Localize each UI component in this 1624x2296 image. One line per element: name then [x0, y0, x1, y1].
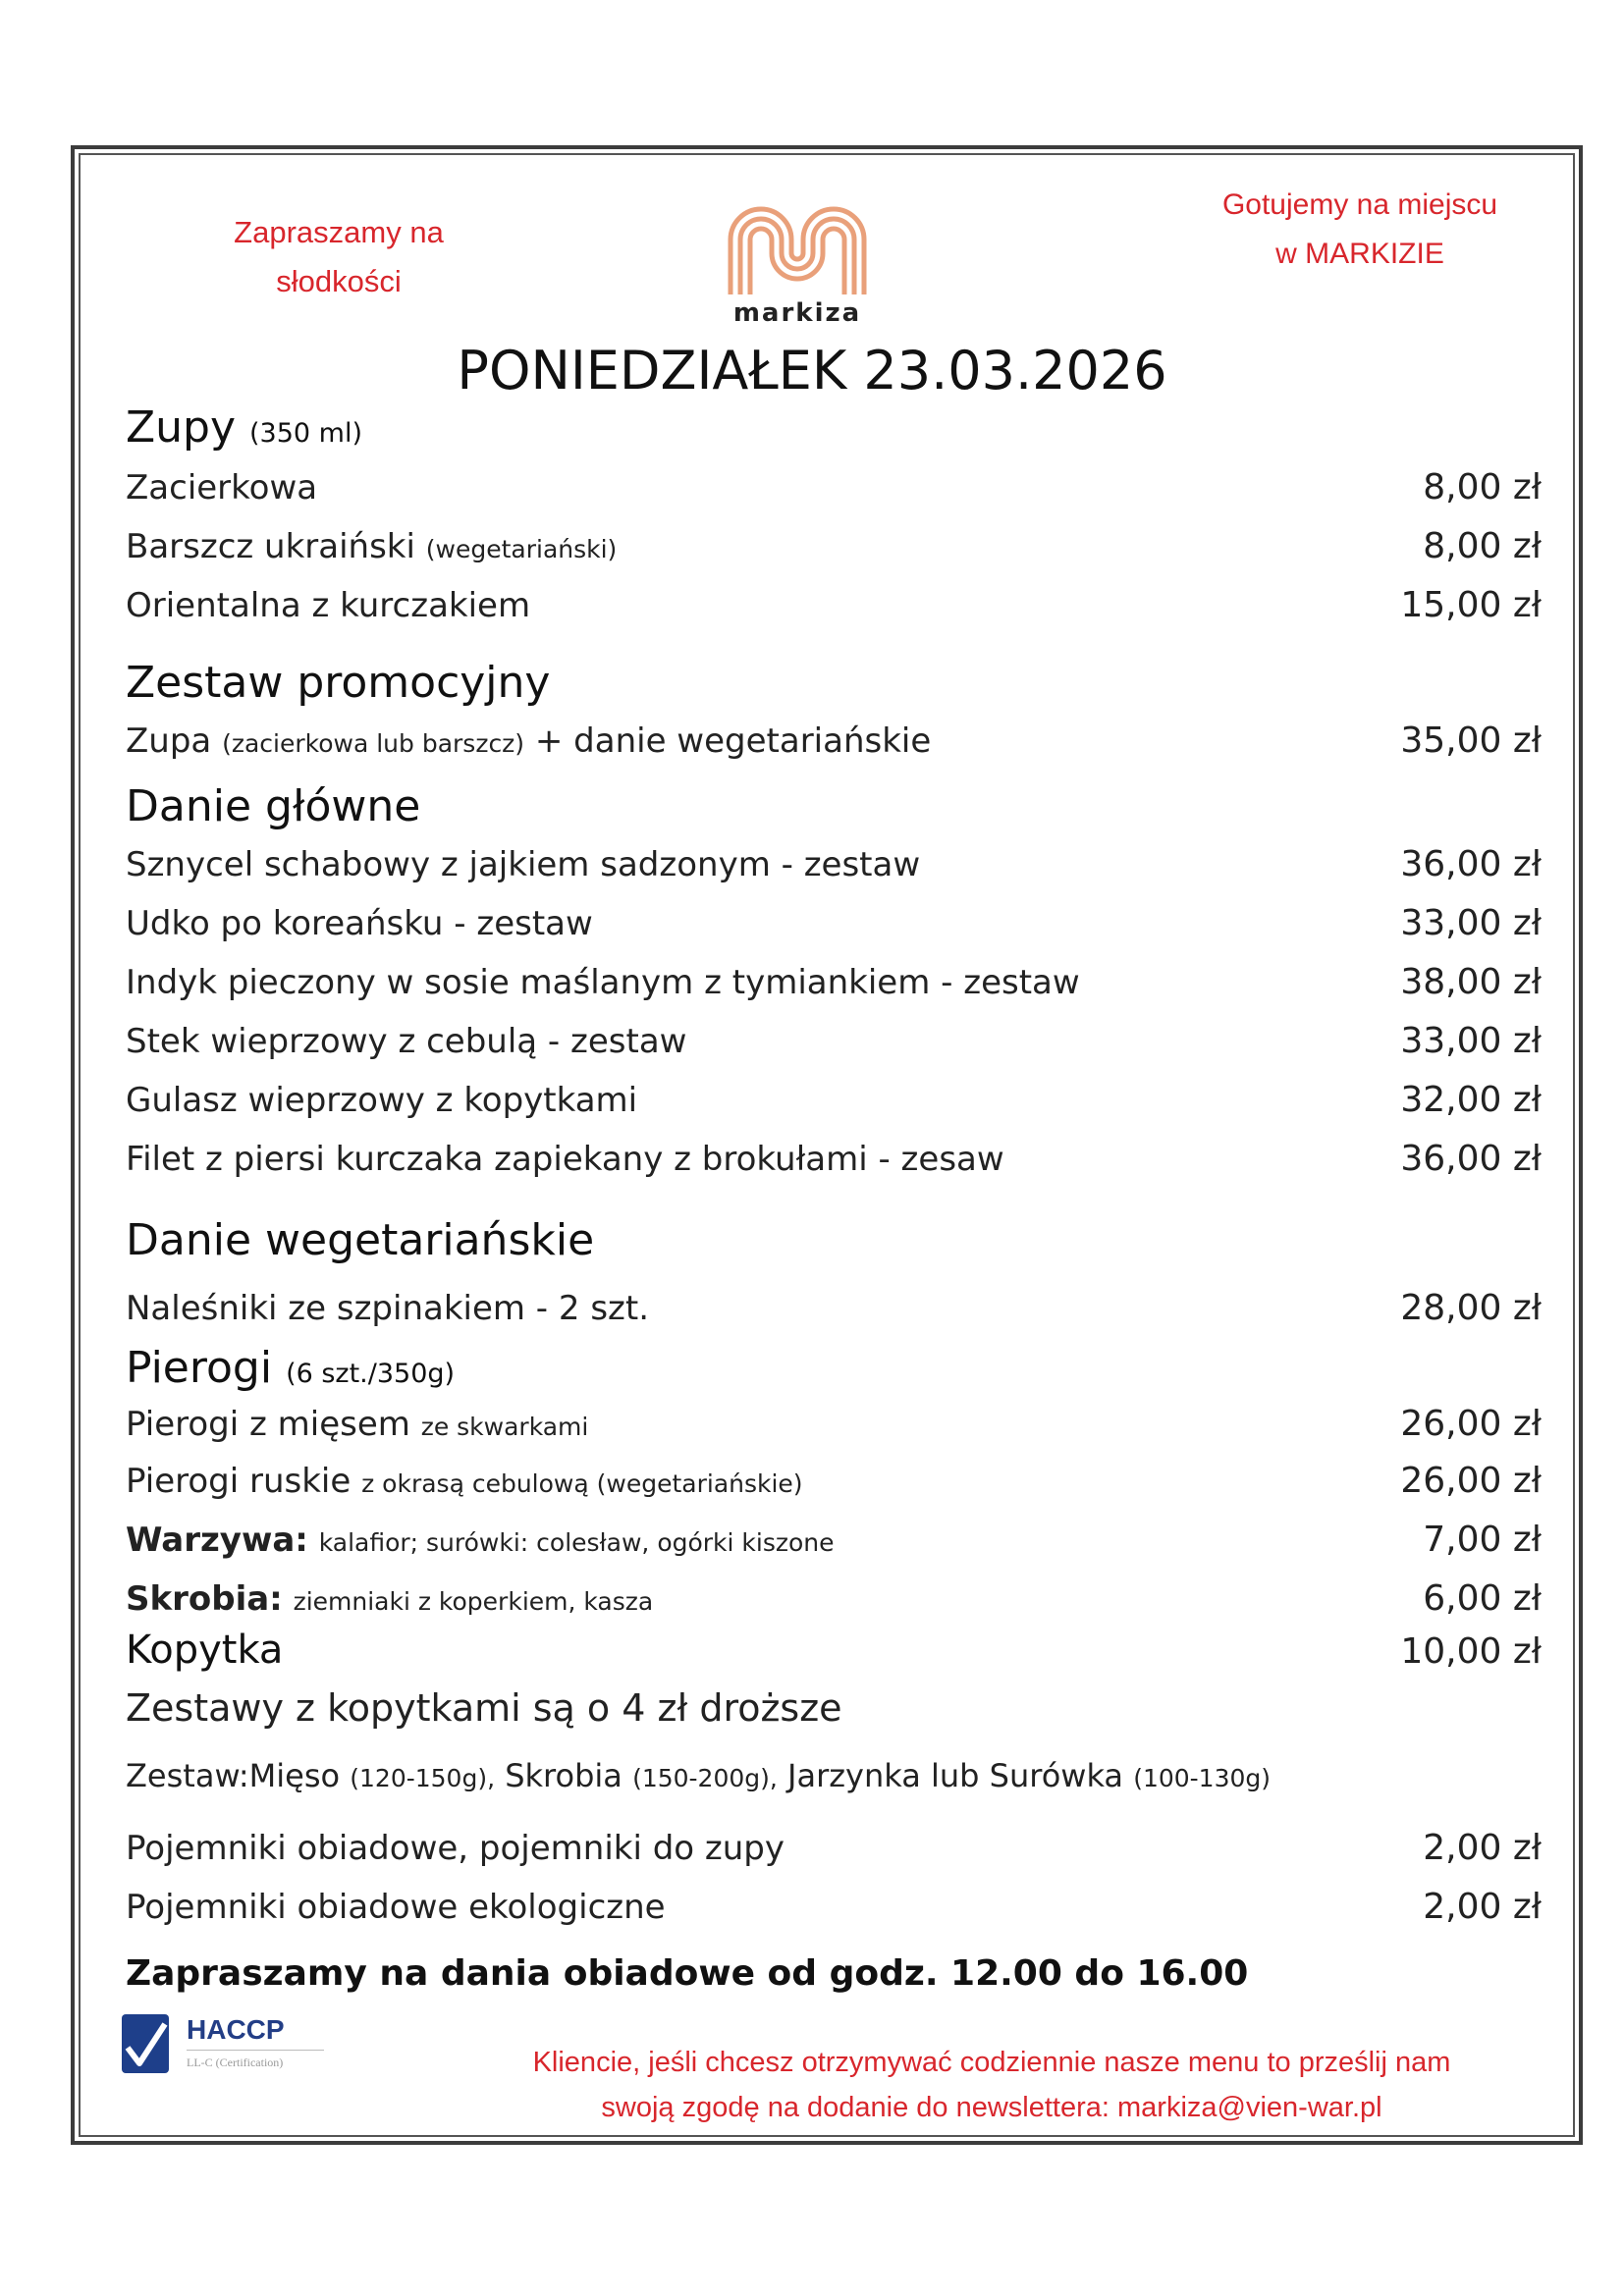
menu-item — [126, 1628, 1542, 1673]
item-price: 32,00 zł — [1400, 1080, 1542, 1120]
section-promo-header — [126, 658, 1542, 708]
set-veg: Jarzynka lub Surówka — [787, 1757, 1124, 1794]
menu-item — [126, 526, 1542, 566]
item-name: Zacierkowa — [126, 468, 318, 507]
item-name: Warzywa: — [126, 1521, 308, 1560]
newsletter-notice — [432, 2040, 1551, 2130]
item-price: 26,00 zł — [1400, 1461, 1542, 1501]
item-name: Pierogi z mięsem — [126, 1405, 410, 1444]
markiza-logo — [709, 192, 886, 330]
item-name: Naleśniki ze szpinakiem - 2 szt. — [126, 1289, 650, 1328]
menu-item — [126, 585, 1542, 625]
item-detail: kalafior; surówki: colesław, ogórki kiszone — [318, 1528, 835, 1557]
item-name: Barszcz ukraiński — [126, 527, 415, 566]
item-price: 36,00 zł — [1400, 1139, 1542, 1179]
item-price: 36,00 zł — [1400, 844, 1542, 884]
menu-item — [126, 1080, 1542, 1120]
menu-item — [126, 1021, 1542, 1061]
markiza-m-logo-icon — [709, 192, 886, 298]
item-price: 15,00 zł — [1400, 585, 1542, 625]
menu-item — [126, 721, 1542, 761]
newsletter-line2: swoją zgodę na dodanie do newslettera: markiza@vien-war.pl — [601, 2092, 1382, 2123]
menu-item — [126, 1288, 1542, 1328]
item-price: 33,00 zł — [1400, 1021, 1542, 1061]
set-meat-weight: (120-150g), — [350, 1764, 496, 1792]
soups-volume-note: (350 ml) — [249, 418, 362, 449]
item-price: 8,00 zł — [1423, 467, 1542, 507]
set-meat: Mięso — [248, 1757, 341, 1794]
section-soups-header — [126, 402, 1542, 453]
set-starch-weight: (150-200g), — [632, 1764, 778, 1792]
newsletter-line1: Kliencie, jeśli chcesz otrzymywać codziennie nasze menu to prześlij nam — [532, 2047, 1451, 2078]
item-name: Udko po koreańsku - zestaw — [126, 904, 593, 943]
item-name: Orientalna z kurczakiem — [126, 586, 531, 625]
item-detail: (zacierkowa lub barszcz) — [222, 729, 525, 758]
item-name-pre: Zupa — [126, 721, 212, 761]
pierogi-portion-note: (6 szt./350g) — [286, 1359, 456, 1389]
sweets-invitation-line2: słodkości — [276, 264, 402, 298]
opening-hours: Zapraszamy na dania obiadowe od godz. 12.00 do 16.00 — [126, 1953, 1249, 1994]
item-price: 26,00 zł — [1400, 1404, 1542, 1444]
menu-item — [126, 962, 1542, 1002]
sweets-invitation-line1: Zapraszamy na — [234, 215, 444, 249]
pierogi-title: Pierogi — [126, 1343, 273, 1393]
set-label: Zestaw: — [126, 1757, 249, 1794]
item-name: Gulasz wieprzowy z kopytkami — [126, 1081, 638, 1120]
item-detail: z okrasą cebulową (wegetariańskie) — [361, 1469, 803, 1498]
menu-item — [126, 1404, 1542, 1444]
haccp-divider — [187, 2050, 324, 2051]
item-name: Sznycel schabowy z jajkiem sadzonym - zestaw — [126, 845, 921, 884]
promo-title: Zestaw promocyjny — [126, 658, 551, 708]
haccp-badge — [122, 2014, 328, 2079]
haccp-check-icon — [122, 2014, 169, 2073]
section-mains-header — [126, 781, 1542, 831]
item-price: 38,00 zł — [1400, 962, 1542, 1002]
item-name-post: + danie wegetariańskie — [534, 721, 932, 761]
cooking-onsite-note — [1154, 181, 1566, 279]
set-composition-note — [126, 1757, 1542, 1794]
item-price: 2,00 zł — [1423, 1828, 1542, 1868]
item-name: Pojemniki obiadowe, pojemniki do zupy — [126, 1829, 785, 1868]
item-price: 2,00 zł — [1423, 1887, 1542, 1927]
menu-item — [126, 844, 1542, 884]
item-name: Indyk pieczony w sosie maślanym z tymiankiem - zestaw — [126, 963, 1080, 1002]
cooking-onsite-line2: w MARKIZIE — [1275, 238, 1444, 270]
menu-item — [126, 1461, 1542, 1501]
page-title: PONIEDZIAŁEK 23.03.2026 — [457, 340, 1167, 401]
item-name: Pierogi ruskie — [126, 1462, 352, 1501]
item-price: 35,00 zł — [1400, 721, 1542, 761]
section-title — [126, 402, 362, 453]
mains-title: Danie główne — [126, 781, 421, 831]
item-price: 33,00 zł — [1400, 903, 1542, 943]
menu-item — [126, 1887, 1542, 1927]
item-price: 7,00 zł — [1423, 1520, 1542, 1560]
menu-item — [126, 1520, 1542, 1560]
item-price: 6,00 zł — [1423, 1578, 1542, 1619]
item-name: Kopytka — [126, 1628, 284, 1673]
item-price: 10,00 zł — [1400, 1631, 1542, 1672]
soups-title: Zupy — [126, 402, 236, 453]
item-price: 28,00 zł — [1400, 1288, 1542, 1328]
set-veg-weight: (100-130g) — [1133, 1764, 1272, 1792]
section-vegetarian-header — [126, 1215, 1542, 1265]
menu-item — [126, 1578, 1542, 1619]
item-price: 8,00 zł — [1423, 526, 1542, 566]
menu-item — [126, 903, 1542, 943]
vegetarian-title: Danie wegetariańskie — [126, 1215, 595, 1265]
item-name: Pojemniki obiadowe ekologiczne — [126, 1888, 666, 1927]
cooking-onsite-line1: Gotujemy na miejscu — [1221, 188, 1498, 221]
section-pierogi-header — [126, 1343, 1542, 1393]
item-detail: ziemniaki z koperkiem, kasza — [293, 1587, 654, 1616]
sweets-invitation — [196, 208, 481, 306]
menu-item — [126, 1139, 1542, 1179]
menu-item — [126, 467, 1542, 507]
item-detail: (wegetariański) — [425, 535, 618, 563]
item-name: Filet z piersi kurczaka zapiekany z brokułami - zesaw — [126, 1140, 1004, 1179]
haccp-title: HACCP — [187, 2014, 285, 2045]
item-name: Stek wieprzowy z cebulą - zestaw — [126, 1022, 687, 1061]
logo-wordmark: markiza — [732, 298, 862, 328]
kopytka-surcharge-note: Zestawy z kopytkami są o 4 zł droższe — [126, 1686, 842, 1730]
item-detail: ze skwarkami — [420, 1413, 589, 1441]
haccp-subtitle: LL-C (Certification) — [187, 2056, 284, 2069]
menu-item — [126, 1828, 1542, 1868]
item-name: Skrobia: — [126, 1579, 283, 1619]
set-starch: Skrobia — [505, 1757, 623, 1794]
